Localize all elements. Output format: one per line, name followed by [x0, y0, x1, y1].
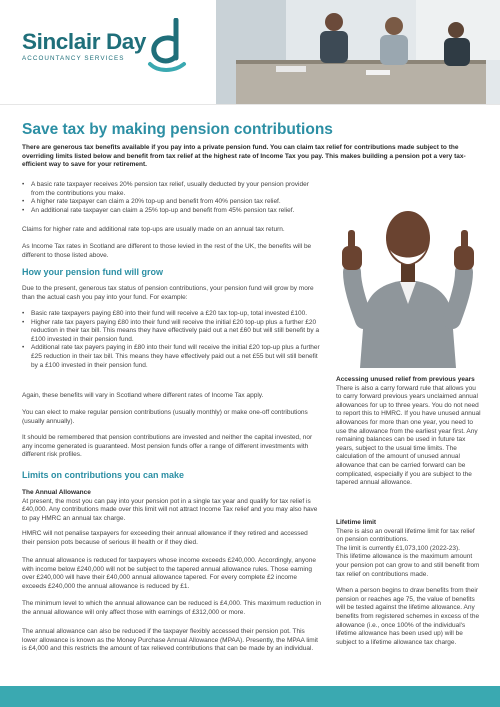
- brand-name: Sinclair Day: [22, 29, 147, 54]
- lifetime-p3: This lifetime allowance is the maximum amount your pension pot can grow to and still benefit from tax relief on contributions made.: [336, 553, 480, 578]
- man-thumbs-up-photo: [338, 186, 478, 368]
- allowance-p3: The annual allowance is reduced for taxpayers whose income exceeds £240,000. Accordingly, anyone with income below £240,000 will not be subject to the tapered annual allowance rules. Those earning over £240,000 will have their £40,000 annual allowance tapered. For every complete £2 income exceeds £240,000 the annual allowance is reduced by £1.: [22, 557, 317, 590]
- lifetime-p4: When a person begins to draw benefits from their pension or reaches age 75, the value of benefits will be tested against the lifetime allowance. Any benefits from registered schemes in excess of the allowance (i.e., once 100% of the individual's lifetime allowance has been used up) will be subject to a lifetime allowance tax charge.: [336, 587, 480, 646]
- grow-section: [22, 267, 322, 278]
- list-item: • A basic rate taxpayer receives 20% pension tax relief, usually deducted by your pension provider from the contributions you make.: [22, 181, 322, 198]
- intro-paragraph: There are generous tax benefits available if you pay into a private pension fund. You can claim tax relief for contributions made subject to the overriding limits listed below and benefit from tax relief at the highest rate of Income Tax you pay. This makes building a pension pot a very tax-efficient way to save for your retirement.: [22, 144, 466, 169]
- allowance-p1: At present, the most you can pay into your pension pot in a single tax year and qualify for tax relief is £40,000. Any contributions made over this limit will not attract Income Tax relief and you may also have to pay HMRC an annual tax charge.: [22, 497, 318, 522]
- footer-bar: [0, 686, 500, 707]
- claims-note: Claims for higher rate and additional rate top-ups are usually made on an annual tax return.: [22, 226, 285, 233]
- scotland-note: As Income Tax rates in Scotland are different to those levied in the rest of the UK, the benefits will be different to those listed above.: [22, 243, 312, 259]
- grow-regular: You can elect to make regular pension contributions (usually monthly) or make one-off contributions (usually annually).: [22, 409, 308, 425]
- grow-scotland: Again, these benefits will vary in Scotland where different rates of Income Tax apply.: [22, 392, 264, 399]
- grow-risk: It should be remembered that pension contributions are invested and neither the capital invested, nor any income generated is guaranteed. Most pension funds offer a range of different investments with different risk profiles.: [22, 434, 313, 459]
- grow-list: [22, 310, 322, 370]
- limits-text: [22, 489, 322, 523]
- allowance-p4: The minimum level to which the annual allowance can be reduced is £4,000. This maximum reduction in the annual allowance will only affect those with earnings of £312,000 or more.: [22, 600, 322, 616]
- unused-heading: Accessing unused relief from previous years: [336, 376, 475, 383]
- lifetime-heading: Lifetime limit: [336, 519, 377, 526]
- section-heading: Limits on contributions you can make: [22, 470, 185, 480]
- list-item: • Higher rate tax payers paying £80 into their fund will receive the initial £20 top-up plus a further £20 reduction in their tax bill. This means they have effectively paid out a net £60 but will still benefit by a £100 invested in their pension fund.: [22, 319, 322, 345]
- spacer: [336, 579, 481, 587]
- unused-section: [336, 376, 481, 488]
- allowance-p5: The annual allowance can also be reduced if the taxpayer flexibly accessed their pension pot. This lower allowance is known as the Money Purchase Annual Allowance (MPAA). Presently, the MPAA limit is £4,000 and this restricts the amount of tax relieved contributions that can be made by an individual.: [22, 628, 318, 653]
- list-item: • Additional rate tax payers paying in £80 into their fund will receive the initial £20 top-up plus a further £25 reduction in their tax bill. This means they have effectively paid out a net £55 but will still benefit by a £100 invested in their pension fund.: [22, 344, 322, 370]
- list-item: • A higher rate taxpayer can claim a 20% top-up and benefit from 40% pension tax relief.: [22, 198, 322, 207]
- page-title: Save tax by making pension contributions: [22, 121, 333, 138]
- limits-section: [22, 470, 322, 481]
- lifetime-p2: The limit is currently £1,073,100 (2022-23).: [336, 544, 460, 552]
- relief-list: [22, 181, 322, 215]
- grow-para: Due to the present, generous tax status of pension contributions, your pension fund will grow by more than the actual cash you pay into your fund. For example:: [22, 285, 314, 301]
- lifetime-p1: There is also an overall lifetime limit for tax relief on pension contributions.: [336, 527, 475, 544]
- list-item: • An additional rate taxpayer can claim a 25% top-up and benefit from 45% pension tax relief.: [22, 207, 322, 216]
- brand-subtitle: ACCOUNTANCY SERVICES: [22, 55, 125, 62]
- section-heading: How your pension fund will grow: [22, 267, 163, 277]
- allowance-p2: HMRC will not penalise taxpayers for exceeding their annual allowance if they retired and accessed their pension pots because of serious ill health or if they died.: [22, 530, 308, 546]
- unused-text: There is also a carry forward rule that allows you to carry forward previous years unclaimed annual allowances for up to three years. You do not need to report this to HMRC. If you have unused annual allowances for more than one year, you need to use the allowance from the earliest year first. Any remaining balances can be used in future tax years, subject to the usual time limits. The calculation of the amount of unused annual allowance that can be carried forward can be complicated, especially if you are subject to the tapered annual allowance.: [336, 384, 481, 487]
- header: [0, 0, 500, 104]
- list-item: • Basic rate taxpayers paying £80 into their fund will receive a £20 tax top-up, total invested £100.: [22, 310, 322, 319]
- allowance-title: The Annual Allowance: [22, 489, 91, 496]
- office-photo: [216, 0, 500, 104]
- header-divider: [0, 104, 500, 105]
- lifetime-section: [336, 519, 481, 647]
- brand-logo-icon: [146, 18, 190, 74]
